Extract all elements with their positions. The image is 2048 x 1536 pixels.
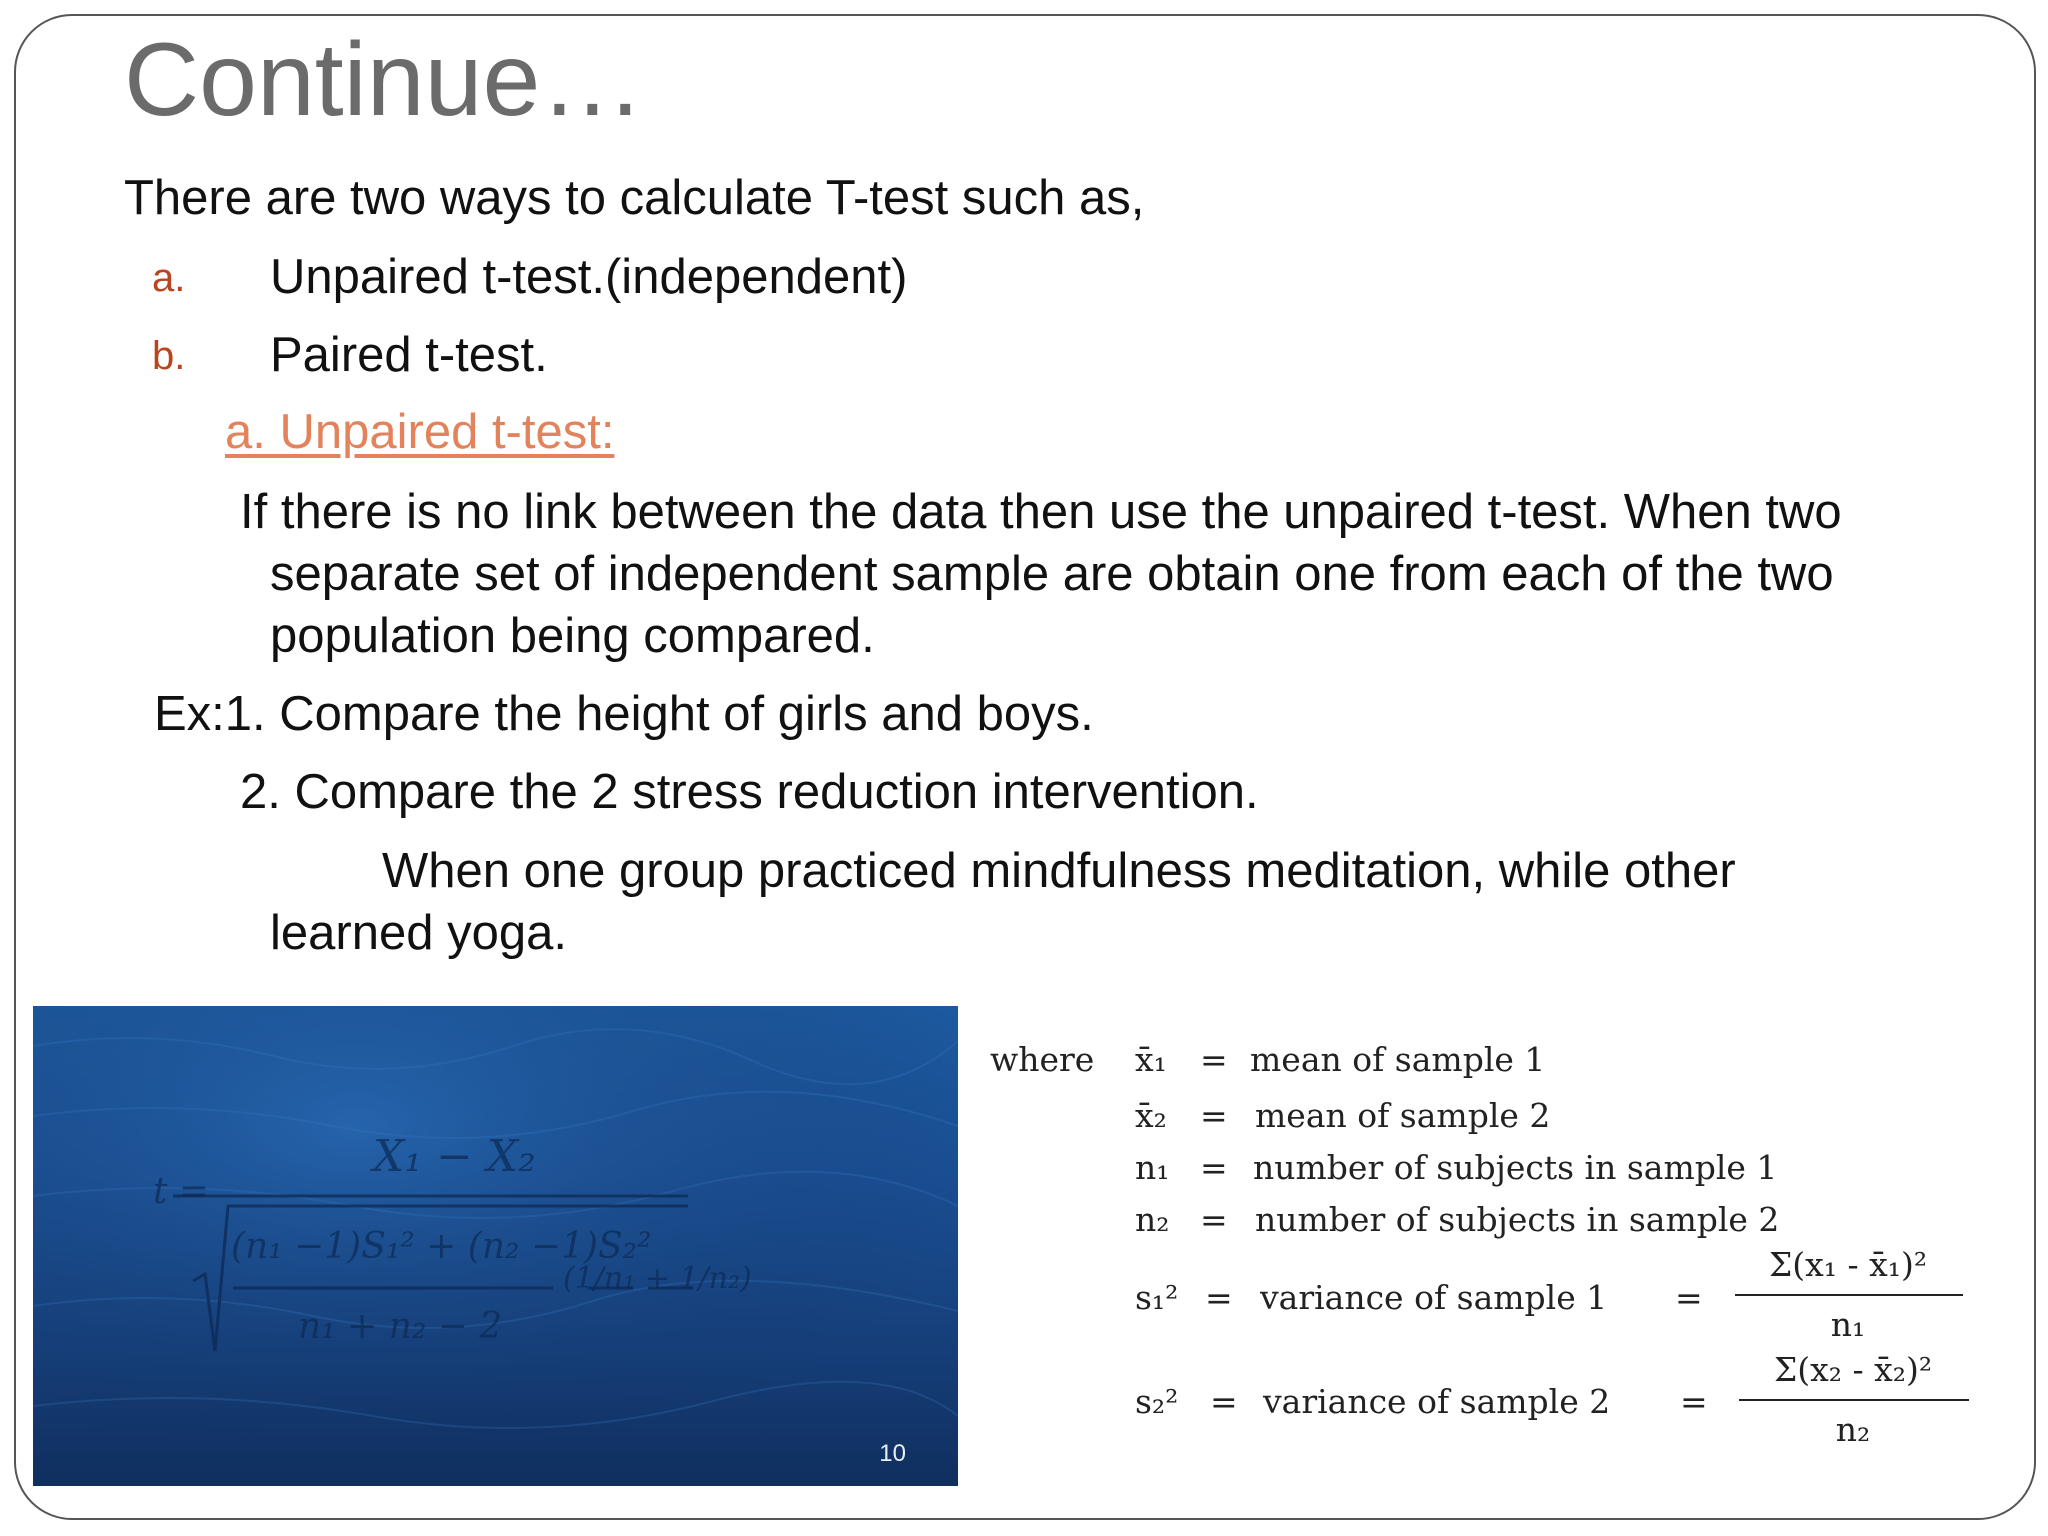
def-symbol-s2sq: s₂²	[1135, 1382, 1179, 1421]
formula-numerator: X₁ − X₂	[373, 1131, 536, 1182]
variance-1-fraction-line	[1735, 1294, 1963, 1296]
variance-2-fraction-line	[1739, 1399, 1969, 1401]
list-marker-b: b.	[152, 334, 186, 378]
def-eq-2: =	[1200, 1096, 1228, 1135]
example-2-line-3: learned yoga.	[270, 906, 567, 960]
slide-title: Continue…	[124, 22, 645, 138]
def-eq-5: =	[1205, 1278, 1233, 1317]
variance-2-denominator: n₂	[1835, 1410, 1871, 1449]
def-symbol-xbar1: x̄₁	[1135, 1040, 1167, 1079]
definitions-block	[985, 1020, 1995, 1490]
paragraph-line-1: If there is no link between the data then use the unpaired t-test. When two	[240, 485, 1842, 539]
def-eq-1: =	[1200, 1040, 1228, 1079]
formula-denominator: n₁ + n₂ − 2	[298, 1306, 503, 1347]
def-eq-3: =	[1200, 1148, 1228, 1187]
variance-1-denominator: n₁	[1830, 1305, 1866, 1344]
where-label: where	[990, 1040, 1095, 1079]
def-eq2-5: =	[1675, 1278, 1703, 1317]
intro-text: There are two ways to calculate T-test such as,	[124, 171, 1145, 225]
variance-1-numerator: Σ(x₁ - x̄₁)²	[1768, 1245, 1928, 1284]
def-text-6: variance of sample 2	[1263, 1382, 1611, 1421]
example-2-line-2: When one group practiced mindfulness meditation, while other	[382, 844, 1736, 898]
page-number: 10	[879, 1440, 906, 1467]
subheading-unpaired: a. Unpaired t-test:	[225, 405, 615, 459]
def-text-4: number of subjects in sample 2	[1255, 1200, 1780, 1239]
formula-t-label: t =	[153, 1171, 210, 1212]
paragraph-line-2: separate set of independent sample are obtain one from each of the two	[270, 547, 1834, 601]
def-eq-6: =	[1210, 1382, 1238, 1421]
def-text-1: mean of sample 1	[1250, 1040, 1546, 1079]
variance-2-numerator: Σ(x₂ - x̄₂)²	[1773, 1350, 1933, 1389]
def-symbol-n1: n₁	[1135, 1148, 1170, 1187]
example-1: Ex:1. Compare the height of girls and boys.	[154, 687, 1094, 741]
list-item-b: Paired t-test.	[270, 328, 548, 382]
example-2: 2. Compare the 2 stress reduction intervention.	[240, 765, 1259, 819]
list-marker-a: a.	[152, 256, 186, 300]
formula-image	[33, 1006, 958, 1486]
def-eq-4: =	[1200, 1200, 1228, 1239]
paragraph-line-3: population being compared.	[270, 609, 875, 663]
def-symbol-n2: n₂	[1135, 1200, 1170, 1239]
formula-under-root: (n₁ −1)S₁² + (n₂ −1)S₂²	[231, 1226, 652, 1267]
def-text-2: mean of sample 2	[1255, 1096, 1551, 1135]
def-text-3: number of subjects in sample 1	[1253, 1148, 1778, 1187]
def-text-5: variance of sample 1	[1260, 1278, 1608, 1317]
list-item-a: Unpaired t-test.(independent)	[270, 250, 908, 304]
def-symbol-xbar2: x̄₂	[1135, 1096, 1167, 1135]
def-eq2-6: =	[1680, 1382, 1708, 1421]
formula-factor: (1/n₁ + 1/n₂)	[563, 1261, 752, 1296]
def-symbol-s1sq: s₁²	[1135, 1278, 1179, 1317]
